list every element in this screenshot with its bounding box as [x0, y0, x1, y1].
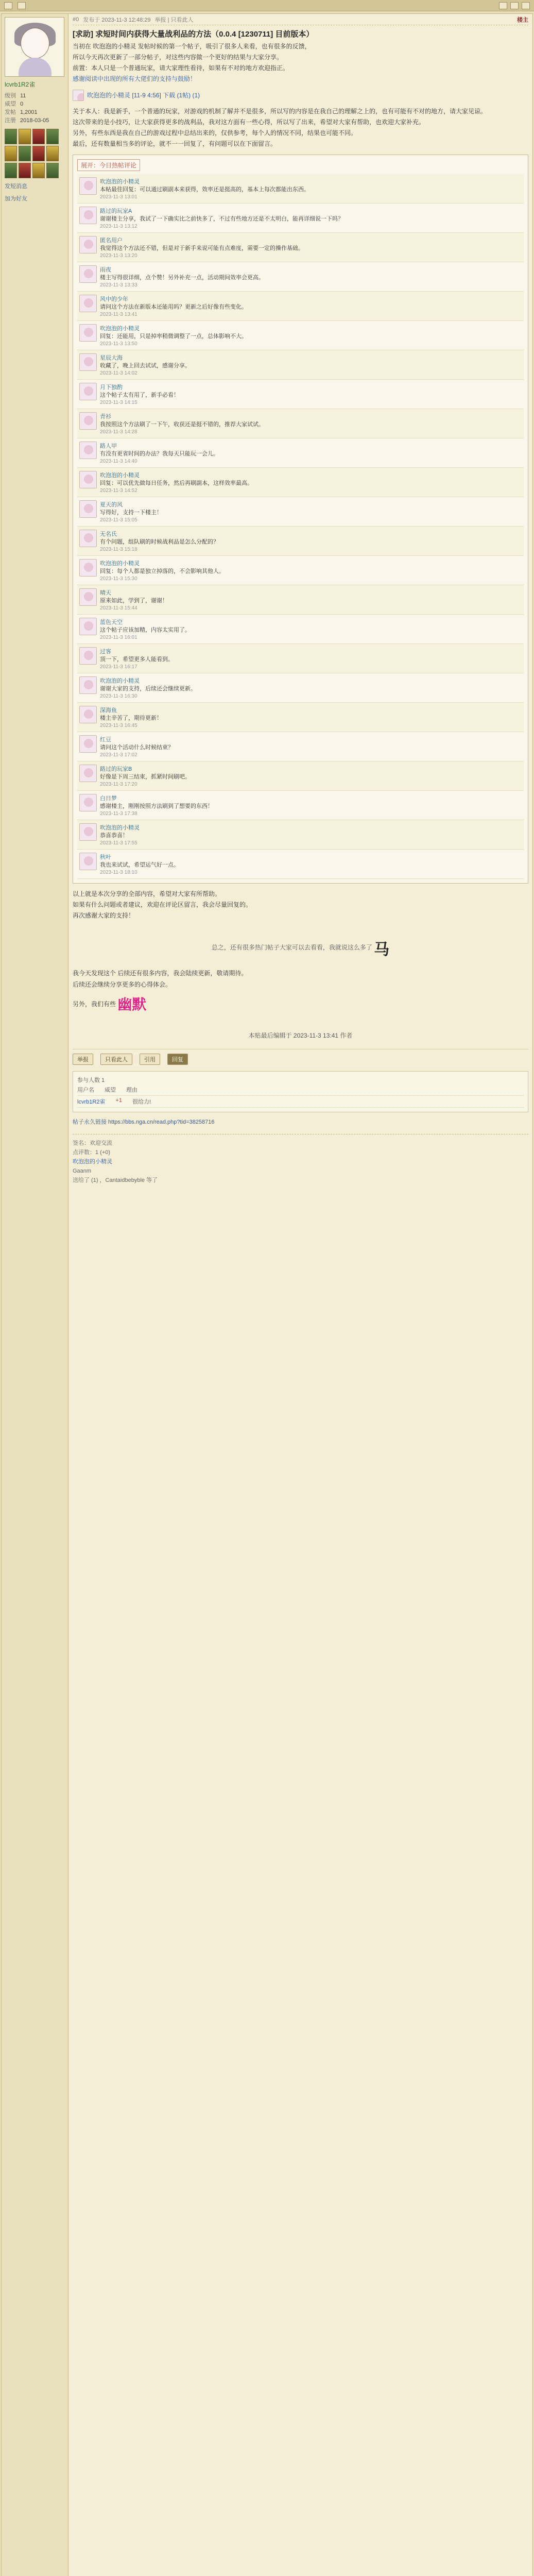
comment-time: 2023-11-3 14:52 [100, 488, 137, 494]
avatar[interactable] [79, 647, 97, 665]
comment-item [77, 673, 524, 703]
avatar[interactable] [79, 530, 97, 547]
comment-text: 谢谢楼主分享，我试了一下确实比之前快多了，不过有些地方还是不太明白，能再详细说一下吗？ [100, 216, 343, 222]
comment-author[interactable]: 无名氏 [100, 531, 117, 537]
post-time: 发布于 2023-11-3 12:48:29 [83, 16, 151, 23]
comment-time: 2023-11-3 15:05 [100, 517, 137, 523]
add-friend-link[interactable]: 加为好友 [5, 196, 27, 202]
comment-time: 2023-11-3 17:02 [100, 752, 137, 758]
top-toolbar [0, 0, 534, 11]
medal-icon[interactable] [32, 146, 45, 161]
comment-author[interactable]: 过客 [100, 649, 111, 655]
comment-author[interactable]: 月下独酌 [100, 384, 123, 391]
comment-text: 楼主辛苦了，期待更新！ [100, 715, 162, 721]
comment-author[interactable]: 夏天的风 [100, 502, 123, 508]
medal-icon[interactable] [5, 129, 17, 144]
comment-item [77, 174, 524, 204]
avatar[interactable] [79, 823, 97, 841]
gear-icon[interactable] [499, 2, 507, 9]
avatar[interactable] [79, 618, 97, 635]
comment-item [77, 321, 524, 350]
avatar[interactable] [79, 471, 97, 488]
avatar[interactable] [79, 353, 97, 371]
comment-item [77, 204, 524, 233]
comment-item [77, 850, 524, 879]
comment-item [77, 791, 524, 820]
avatar[interactable] [79, 324, 97, 342]
comment-author[interactable]: 路过的玩家A [100, 208, 132, 214]
comment-time: 2023-11-3 17:55 [100, 840, 137, 846]
avatar[interactable] [79, 706, 97, 723]
comment-author[interactable]: 星辰大海 [100, 355, 123, 361]
comment-time: 2023-11-3 16:45 [100, 723, 137, 728]
comment-text: 回复：可以优先做每日任务，然后再刷副本，这样效率最高。 [100, 480, 253, 486]
comment-author[interactable]: 雨夜 [100, 267, 111, 273]
medal-icon[interactable] [19, 163, 31, 178]
author-only-button[interactable]: 只看此人 [100, 1054, 132, 1065]
post-paragraphs: 关于本人：我是新手，一个普通的玩家，对游戏的机制了解并不是很多，所以写的内容是在我自己的理解之上的，也有可能有不对的地方，请大家见谅。 这次带来的是小技巧，让大家获得更多的战利品，我对这方面有一些心得，所以写了出来，希望对大家有帮助，也欢迎大家补充。 另外，有些东西是我在自己的游戏过程中总结出来的，仅供参考，每个人的情况不同，结果也可能不同。 最后，还有数量相当多的评论，就不一一回复了，有问题可以在下面留言。 [73, 108, 487, 147]
sub-author-row: 吹泡泡的小精灵 [11-9 4:56] 下载 (1帖) (1) [73, 90, 528, 101]
comment-time: 2023-11-3 14:40 [100, 459, 137, 464]
rating-title: 参与人数 1 [77, 1077, 105, 1083]
avatar[interactable] [79, 383, 97, 400]
comment-text: 请问这个活动什么时候结束？ [100, 744, 174, 751]
medal-icon[interactable] [46, 163, 59, 178]
comment-text: 我觉得这个方法还不错，但是对于新手来说可能有点难度，需要一定的操作基础。 [100, 245, 304, 251]
comment-text: 这个帖子太有用了，新手必看！ [100, 392, 179, 398]
comment-time: 2023-11-3 16:17 [100, 664, 137, 670]
avatar[interactable] [79, 853, 97, 870]
comment-text: 回复：每个人都是独立掉落的，不会影响其他人。 [100, 568, 225, 574]
comment-author[interactable]: 白日梦 [100, 795, 117, 802]
comment-item [77, 585, 524, 615]
rating-header-row: 用户名 威望 理由 [77, 1084, 524, 1096]
humor-line: 另外，我们有些 幽默 [73, 995, 147, 1013]
comment-time: 2023-11-3 14:15 [100, 400, 137, 405]
comment-author[interactable]: 吹泡泡的小精灵 [100, 179, 140, 185]
comment-text: 有没有更省时间的办法？我每天只能玩一会儿。 [100, 451, 219, 457]
comment-time: 2023-11-3 15:18 [100, 547, 137, 552]
avatar[interactable] [79, 676, 97, 694]
comment-text: 谢谢大家的支持，后续还会继续更新。 [100, 686, 196, 692]
comment-author[interactable]: 吹泡泡的小精灵 [100, 678, 140, 684]
comment-text: 我也来试试，希望运气好一点。 [100, 862, 179, 868]
post-content [73, 14, 528, 2576]
comment-time: 2023-11-3 14:28 [100, 429, 137, 435]
home-icon[interactable] [18, 2, 26, 9]
permalink[interactable]: 帖子永久链接 https://bbs.nga.cn/read.php?tid=38258716 [73, 1118, 215, 1125]
medal-grid [5, 129, 65, 178]
comment-author[interactable]: 路人甲 [100, 443, 117, 449]
comment-item [77, 761, 524, 791]
comment-item [77, 409, 524, 438]
avatar[interactable] [79, 442, 97, 459]
comment-text: 我按照这个方法刷了一下午，收获还是挺不错的，推荐大家试试。 [100, 421, 264, 428]
reply-button[interactable]: 回复 [167, 1054, 188, 1065]
comment-item [77, 380, 524, 409]
medal-icon[interactable] [5, 163, 17, 178]
comment-author[interactable]: 蓝色天空 [100, 619, 123, 625]
comment-text: 恭喜恭喜！ [100, 833, 128, 839]
comment-time: 2023-11-3 16:01 [100, 635, 137, 640]
comment-item [77, 438, 524, 468]
author-sidebar [2, 14, 68, 2576]
comment-time: 2023-11-3 13:41 [100, 312, 137, 317]
comment-text: 感谢楼主，刚刚按照方法刷到了想要的东西！ [100, 803, 213, 809]
comment-author[interactable]: 匿名用户 [100, 238, 123, 244]
comment-text: 这个帖子应该加精，内容太实用了。 [100, 627, 191, 633]
mail-icon[interactable] [510, 2, 519, 9]
rating-box [73, 1071, 528, 1112]
comment-text: 楼主写得很详细，点个赞！另外补充一点，活动期间效率会更高。 [100, 275, 264, 281]
comment-author[interactable]: 青衫 [100, 414, 111, 420]
avatar[interactable] [79, 765, 97, 782]
comment-item [77, 615, 524, 644]
comment-author[interactable]: 风中的少年 [100, 296, 128, 302]
quote-toggle[interactable]: 展开：今日热帖评论 [77, 159, 140, 171]
comment-item [77, 497, 524, 527]
comment-text: 顶一下，希望更多人能看到。 [100, 656, 174, 663]
post-header [73, 14, 528, 25]
comment-time: 2023-11-3 13:33 [100, 282, 137, 288]
medal-icon[interactable] [46, 129, 59, 144]
comment-list [77, 174, 524, 879]
comment-author[interactable]: 吹泡泡的小精灵 [100, 326, 140, 332]
comment-time: 2023-11-3 14:02 [100, 370, 137, 376]
medal-icon[interactable] [19, 129, 31, 144]
comment-item [77, 262, 524, 292]
comment-text: 回复：还能用，只是掉率稍微调整了一点，总体影响不大。 [100, 333, 247, 340]
comment-author[interactable]: 深海鱼 [100, 707, 117, 714]
post-outro: 以上就是本次分享的全部内容，希望对大家有所帮助。 如果有什么问题或者建议，欢迎在评论区留言，我会尽量回复的。 再次感谢大家的支持！ [73, 890, 252, 919]
avatar[interactable] [79, 588, 97, 606]
post-title: [求助] 求短时间内获得大量战利品的方法（0.0.4 [1230711] 目前版本） [73, 30, 314, 39]
medal-icon[interactable] [32, 163, 45, 178]
signature-block: 签名：欢迎交流 点评数：1 (+0) 吹泡泡的小精灵 Gaanm 送给了 (1) ，Cantaidbebyble 等了 [73, 1134, 528, 1185]
report-button[interactable]: 举报 [73, 1054, 93, 1065]
post-intro: 当初在 吹泡泡的小精灵 发帖时候的第一个帖子，吸引了很多人来看，也有很多的反馈， 所以今天再次更新了一部分帖子，对这些内容做一个更好的结果与大家分享。 前置：本人只是一个普通玩家，请大家理性看待，如果有不对的地方欢迎指正。 感谢阅读中出现的所有大佬们的支持与鼓励！ [73, 43, 311, 82]
comment-author[interactable]: 吹泡泡的小精灵 [100, 472, 140, 479]
comment-item [77, 703, 524, 732]
comment-item [77, 820, 524, 850]
comment-time: 2023-11-3 17:38 [100, 811, 137, 817]
avatar[interactable] [5, 17, 64, 77]
comment-text: 本帖最佳回复：可以通过刷副本来获得，效率还是挺高的，基本上每次都能出东西。 [100, 187, 309, 193]
avatar[interactable] [79, 794, 97, 811]
rating-row: lcvrb1R2雀 +1 很给力! [77, 1096, 524, 1108]
comment-time: 2023-11-3 17:20 [100, 782, 137, 787]
comment-time: 2023-11-3 18:10 [100, 870, 137, 875]
medal-icon[interactable] [32, 129, 45, 144]
quote-box [73, 155, 528, 884]
medal-icon[interactable] [19, 146, 31, 161]
avatar[interactable] [79, 735, 97, 753]
send-message-link[interactable]: 发短消息 [5, 183, 27, 190]
post-actions [73, 1049, 528, 1065]
comment-time: 2023-11-3 15:30 [100, 576, 137, 582]
comment-author[interactable]: 吹泡泡的小精灵 [100, 825, 140, 831]
comment-item [77, 556, 524, 585]
post-tools[interactable]: 举报 | 只看此人 [154, 16, 194, 23]
medal-icon[interactable] [5, 146, 17, 161]
comment-text: 有个问题，组队刷的时候战利品是怎么分配的？ [100, 539, 219, 545]
comment-author[interactable]: 晴天 [100, 590, 111, 596]
avatar[interactable] [79, 295, 97, 312]
comment-text: 原来如此，学到了，谢谢！ [100, 598, 168, 604]
comment-item [77, 350, 524, 380]
comment-author[interactable]: 吹泡泡的小精灵 [100, 561, 140, 567]
post-extra: 我今天发现这个 后续还有很多内容，我会陆续更新，敬请期待。 后续还会继续分享更多的心得体会。 [73, 970, 248, 988]
avatar[interactable] [79, 207, 97, 224]
comment-item [77, 292, 524, 321]
comment-item [77, 644, 524, 673]
quote-button[interactable]: 引用 [140, 1054, 160, 1065]
menu-icon[interactable] [4, 2, 12, 9]
center-line: 总之，还有很多热门帖子大家可以去看看，我就说这么多了 马 [73, 937, 528, 959]
floor-label: 楼主 [517, 16, 528, 23]
comment-item [77, 732, 524, 761]
post-id[interactable]: #0 [73, 16, 79, 23]
comment-time: 2023-11-3 13:50 [100, 341, 137, 347]
comment-time: 2023-11-3 13:12 [100, 224, 137, 229]
comment-time: 2023-11-3 13:01 [100, 194, 137, 200]
comment-text: 请问这个方法在新版本还能用吗？更新之后好像有些变化。 [100, 304, 247, 310]
author-name[interactable]: lcvrb1R2雀 [5, 81, 36, 88]
comment-text: 收藏了，晚上回去试试，感谢分享。 [100, 363, 191, 369]
comment-author[interactable]: 红豆 [100, 737, 111, 743]
comment-time: 2023-11-3 15:44 [100, 605, 137, 611]
edit-note: 本贴最后编辑于 2023-11-3 13:41 作者 [248, 1031, 353, 1039]
comment-author[interactable]: 路过的玩家B [100, 766, 132, 772]
comment-item [77, 527, 524, 556]
user-icon[interactable] [522, 2, 530, 9]
comment-item [77, 468, 524, 497]
avatar[interactable] [79, 236, 97, 253]
comment-item [77, 233, 524, 262]
ma-glyph: 马 [374, 941, 390, 958]
comment-time: 2023-11-3 16:30 [100, 693, 137, 699]
avatar[interactable] [79, 265, 97, 283]
comment-text: 写得好，支持一下楼主！ [100, 510, 162, 516]
post-main [1, 13, 533, 2576]
avatar[interactable] [79, 500, 97, 518]
avatar[interactable] [79, 177, 97, 195]
comment-time: 2023-11-3 13:20 [100, 253, 137, 259]
comment-text: 好像是下周三结束，抓紧时间刷吧。 [100, 774, 191, 780]
avatar[interactable] [73, 90, 84, 101]
avatar[interactable] [79, 559, 97, 577]
author-stats: 级别 11 威望 0 发帖 1,2001 注册 2018-03-05 [5, 93, 49, 124]
comment-author[interactable]: 秋叶 [100, 854, 111, 860]
medal-icon[interactable] [46, 146, 59, 161]
avatar[interactable] [79, 412, 97, 430]
